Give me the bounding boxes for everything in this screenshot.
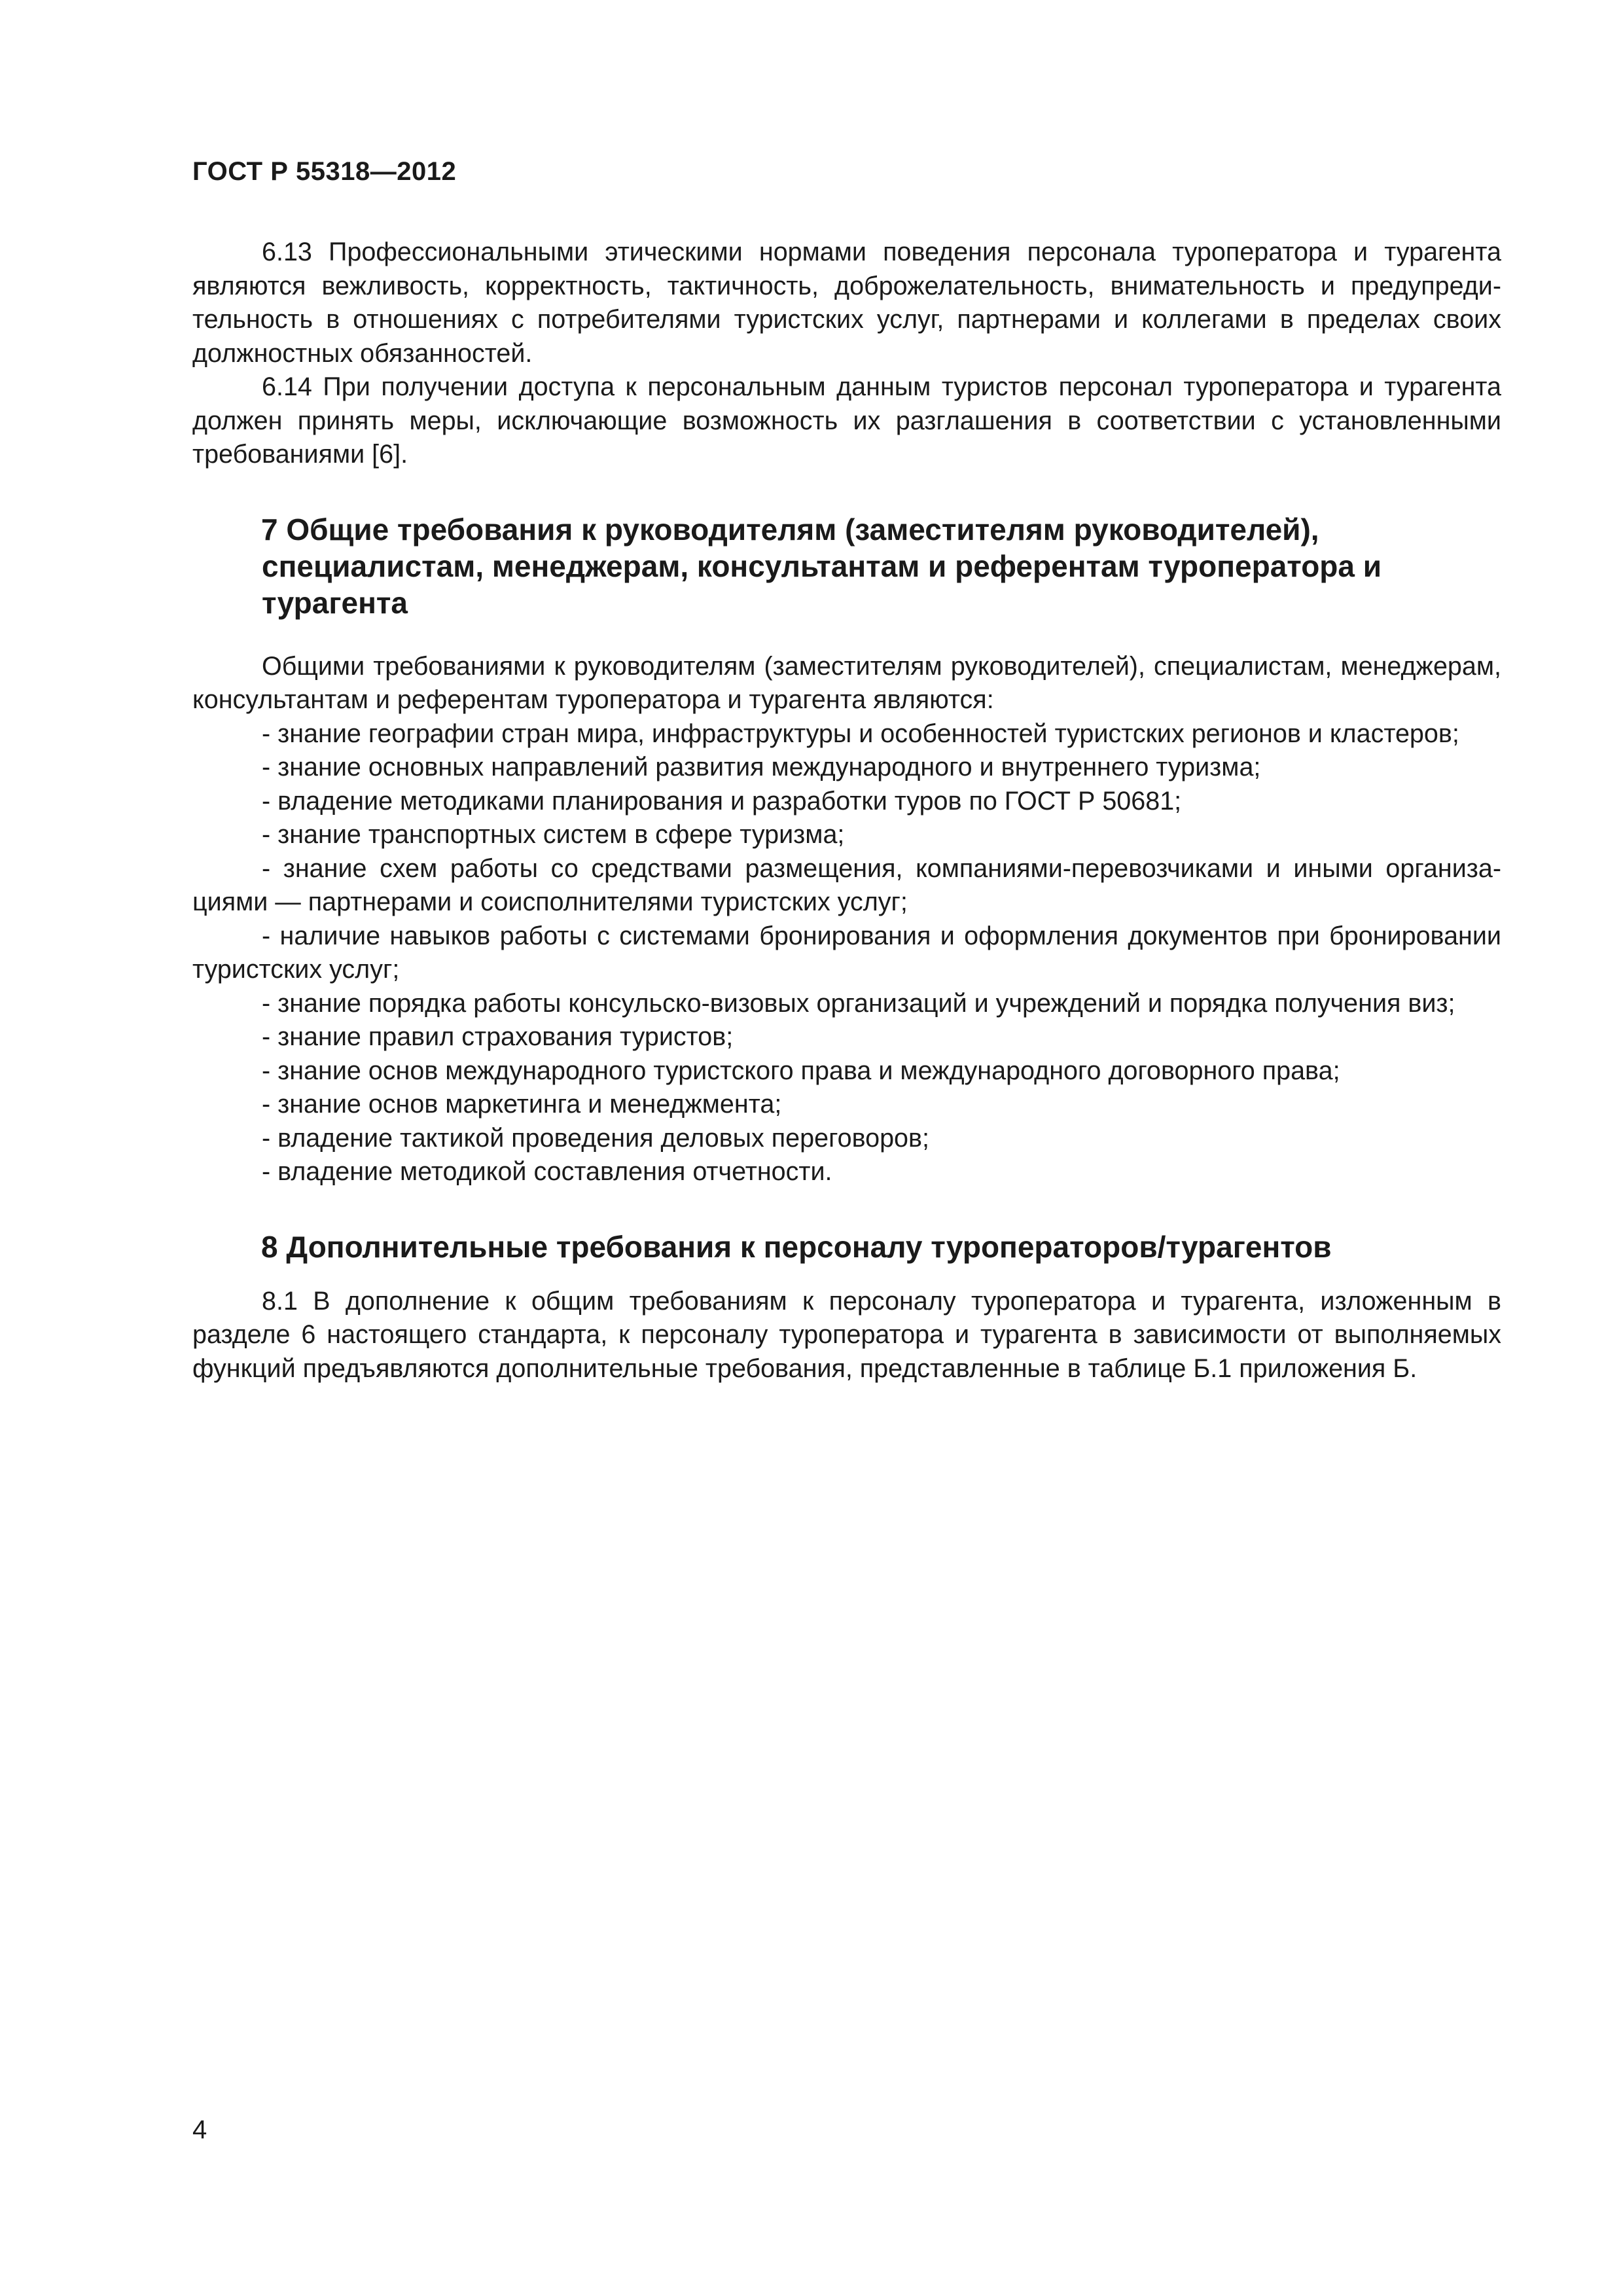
- list-item: - владение методикой составления отчетности.: [262, 1157, 832, 1186]
- paragraph-8-1: 8.1 В дополнение к общим требованиям к персоналу туроператора и турагента, изложенным в разделе 6 настоящего стандарта, к персоналу туроператора и турагента в зависимости от выполняемых функций предъявляются дополнительные требования, представленные в таблице Б.1 приложения Б.: [192, 1286, 1501, 1383]
- list-item: - знание основ маркетинга и менеджмента;: [262, 1090, 782, 1119]
- page-number: 4: [192, 2115, 207, 2144]
- page-content: [192, 236, 1501, 1386]
- list-item: - знание порядка работы консульско-визовых организаций и учреждений и порядка получения виз;: [262, 988, 1455, 1018]
- list-item: - наличие навыков работы с системами бронирования и оформления документов при бронировании туристских услуг;: [192, 921, 1501, 984]
- section-7-requirements-list: [192, 717, 1501, 1189]
- list-item: - знание схем работы со средствами размещения, компаниями-перевозчиками и иными организациями — партнерами и соисполнителями туристских услуг;: [192, 853, 1501, 916]
- list-item: - знание основ международного туристского права и международного договорного права;: [262, 1056, 1340, 1085]
- list-item: - знание основных направлений развития международного и внутреннего туризма;: [262, 753, 1261, 781]
- list-item: - владение тактикой проведения деловых переговоров;: [262, 1123, 929, 1153]
- list-item: - знание правил страхования туристов;: [262, 1022, 734, 1051]
- list-item: - знание транспортных систем в сфере туризма;: [262, 820, 845, 849]
- list-item: - владение методиками планирования и разработки туров по ГОСТ Р 50681;: [262, 786, 1182, 816]
- paragraph-6-13: 6.13 Профессиональными этическими нормами поведения персонала туроператора и турагента являются вежливость, корректность, тактичность, доброжелательность, внимательность и предупредительность в отношениях с потребителями туристских услуг, партнерами и коллегами в пределах своих должностных обязанностей.: [192, 238, 1501, 368]
- list-item: - знание географии стран мира, инфраструктуры и особенностей туристских регионов и кластеров;: [262, 719, 1459, 748]
- section-7-intro: Общими требованиями к руководителям (заместителям руководителей), специалистам, менеджерам, консультантам и референтам туроператора и турагента являются:: [192, 651, 1501, 714]
- paragraph-6-14: 6.14 При получении доступа к персональным данным туристов персонал туроператора и турагента должен принять меры, исключающие возможность их разглашения в соответствии с установленными требованиями [6].: [192, 372, 1501, 469]
- section-7-heading: 7 Общие требования к руководителям (заместителям руководителей), специалистам, менеджерам, консультантам и референтам туроператора и турагента: [261, 512, 1382, 620]
- document-header: ГОСТ Р 55318—2012: [192, 157, 457, 186]
- section-8-heading: 8 Дополнительные требования к персоналу туроператоров/турагентов: [261, 1229, 1332, 1264]
